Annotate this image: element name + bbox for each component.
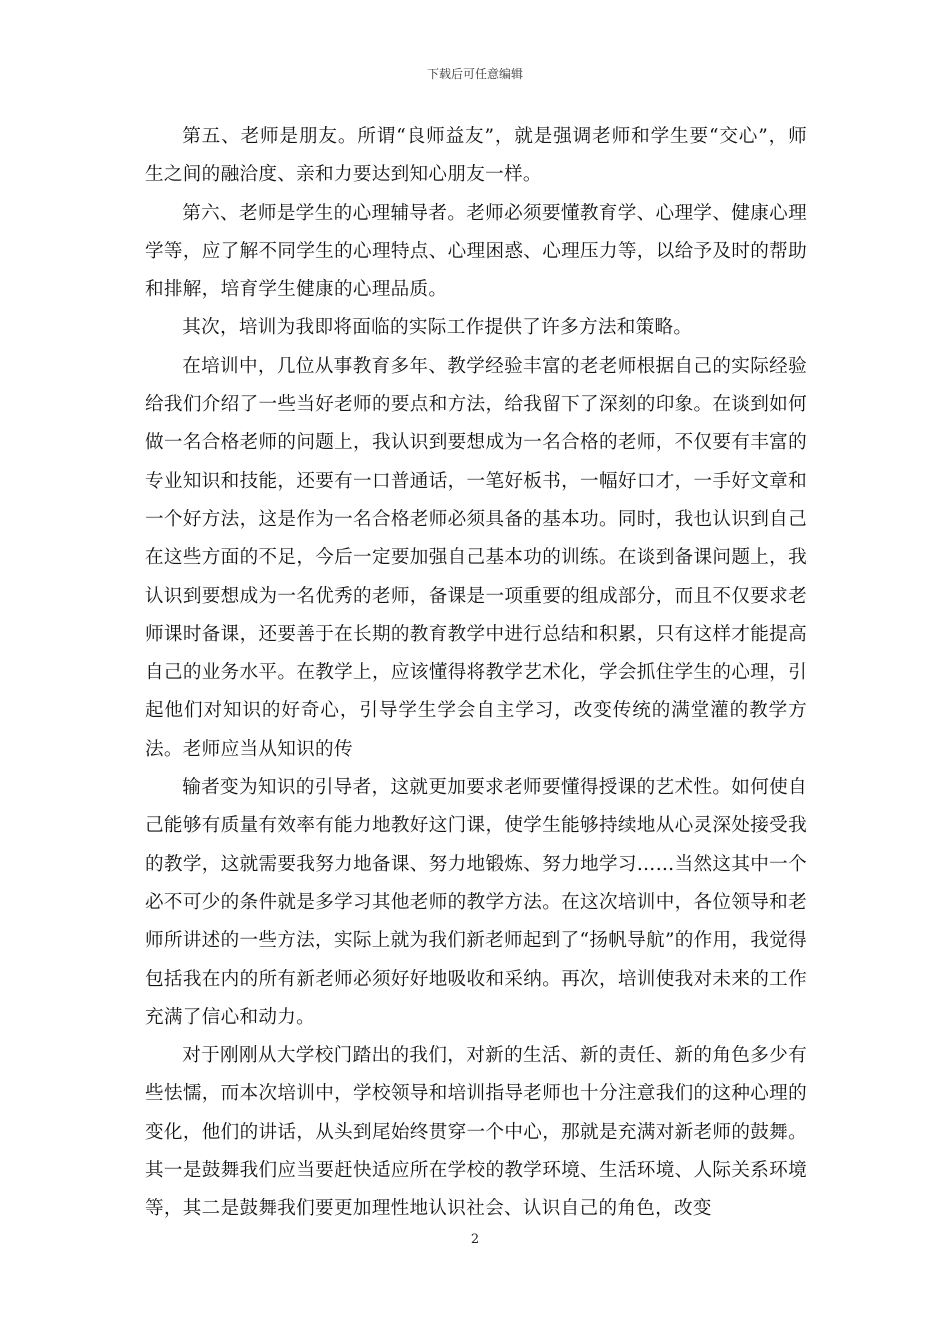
paragraph-teacher-as-counselor: 第六、老师是学生的心理辅导者。老师必须要懂教育学、心理学、健康心理学等，应了解不同学生的心理特点、心理困惑、心理压力等，以给予及时的帮助和排解，培育学生健康的心理品质。 [145,202,807,301]
paragraph-teaching-art: 输者变为知识的引导者，这就更加要求老师要懂得授课的艺术性。如何使自己能够有质量有效率有能力地教好这门课，使学生能够持续地从心灵深处接受我的教学，这就需要我努力地备课、努力地锻炼、努力地学习……当然这其中一个必不可少的条件就是多学习其他老师的教学方法。在这次培训中，各位领导和老师所讲述的一些方法，实际上就为我们新老师起到了“扬帆导航”的作用，我觉得包括我在内的所有新老师必须好好地吸收和采纳。再次，培训使我对未来的工作充满了信心和动力。 [145,777,807,1028]
paragraph-methods-intro: 其次，培训为我即将面临的实际工作提供了许多方法和策略。 [182,317,693,339]
paragraph-encouragement: 对于刚刚从大学校门踏出的我们，对新的生活、新的责任、新的角色多少有些怯懦，而本次培训中，学校领导和培训指导老师也十分注意我们的这种心理的变化，他们的讲话，从头到尾始终贯穿一个中心，那就是充满对新老师的鼓舞。其一是鼓舞我们应当要赶快适应所在学校的教学环境、生活环境、人际关系环境等，其二是鼓舞我们要更加理性地认识社会、认识自己的角色，改变 [145,1045,807,1220]
document-body [145,118,807,1229]
paragraph-teacher-as-friend: 第五、老师是朋友。所谓“良师益友”，就是强调老师和学生要“交心”，师生之间的融洽度、亲和力要达到知心朋友一样。 [145,126,807,186]
paragraph-training-experience: 在培训中，几位从事教育多年、教学经验丰富的老老师根据自己的实际经验给我们介绍了一些当好老师的要点和方法，给我留下了深刻的印象。在谈到如何做一名合格老师的问题上，我认识到要想成为一名合格的老师，不仅要有丰富的专业知识和技能，还要有一口普通话，一笔好板书，一幅好口才，一手好文章和一个好方法，这是作为一名合格老师必须具备的基本功。同时，我也认识到自己在这些方面的不足，今后一定要加强自己基本功的训练。在谈到备课问题上，我认识到要想成为一名优秀的老师，备课是一项重要的组成部分，而且不仅要求老师课时备课，还要善于在长期的教育教学中进行总结和积累，只有这样才能提高自己的业务水平。在教学上，应该懂得将教学艺术化，学会抓住学生的心理，引起他们对知识的好奇心，引导学生学会自主学习，改变传统的满堂灌的教学方法。老师应当从知识的传 [145,355,807,760]
page-number: 2 [470,1232,480,1247]
page-header: 下载后可任意编辑 [426,67,523,81]
